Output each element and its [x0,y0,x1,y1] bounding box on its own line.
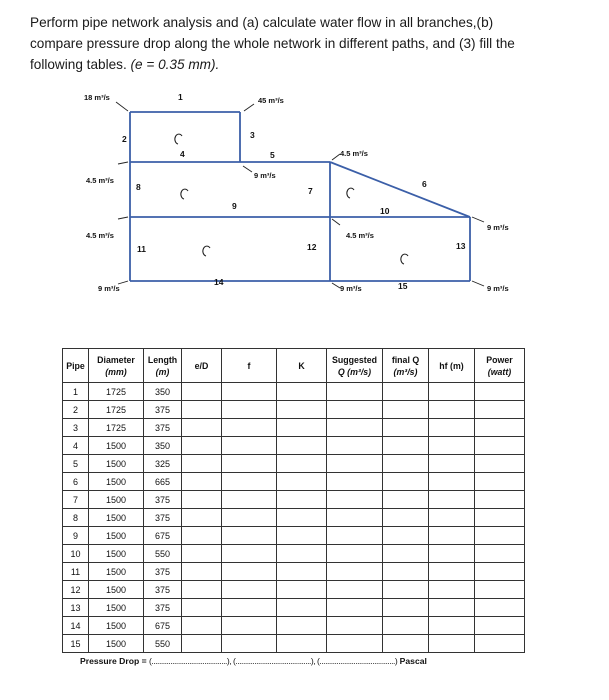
cell-diameter: 1500 [89,473,144,491]
cell-length: 665 [144,473,182,491]
cell-ed[interactable] [182,635,222,653]
flow-label-left-2: 4.5 m³/s [86,231,114,240]
flow-label-far-right-1: 9 m³/s [487,223,509,232]
table-row [63,581,525,599]
cell-suggested-q[interactable] [327,545,383,563]
cell-hf[interactable] [429,491,475,509]
cell-pipe: 5 [63,455,89,473]
header-power-label: Power [486,354,513,365]
cell-power[interactable] [475,527,525,545]
table-row [63,545,525,563]
cell-f[interactable] [222,401,277,419]
cell-hf[interactable] [429,635,475,653]
pipe-number-7: 7 [308,186,313,196]
cell-k[interactable] [277,581,327,599]
cell-k[interactable] [277,437,327,455]
cell-suggested-q[interactable] [327,419,383,437]
problem-line-3-prefix: following tables. [30,57,127,72]
table-row [63,563,525,581]
pressure-drop-line [80,656,427,666]
cell-f[interactable] [222,473,277,491]
arrow-out-top-right [244,104,254,111]
loop-icons [175,134,408,264]
cell-suggested-q[interactable] [327,455,383,473]
cell-length: 375 [144,401,182,419]
cell-power[interactable] [475,419,525,437]
pipe-6-line [330,162,470,217]
header-power-unit: (watt) [487,366,512,377]
header-finalq-unit: (m³/s) [393,366,418,377]
cell-ed[interactable] [182,455,222,473]
pipe-number-5: 5 [270,150,275,160]
cell-pipe: 9 [63,527,89,545]
cell-hf[interactable] [429,509,475,527]
pipe-network-diagram [0,86,609,301]
cell-hf[interactable] [429,437,475,455]
loop-arrow-icon [181,189,188,199]
table-row [63,383,525,401]
header-suggested-label: Suggested [332,354,377,365]
cell-length: 675 [144,617,182,635]
cell-hf[interactable] [429,383,475,401]
cell-diameter: 1725 [89,383,144,401]
cell-k[interactable] [277,419,327,437]
pipe-number-14: 14 [214,277,224,287]
cell-length: 325 [144,455,182,473]
cell-f[interactable] [222,455,277,473]
cell-f[interactable] [222,383,277,401]
cell-k[interactable] [277,455,327,473]
pipe-number-9: 9 [232,201,237,211]
cell-hf[interactable] [429,581,475,599]
cell-diameter: 1725 [89,419,144,437]
cell-ed[interactable] [182,509,222,527]
cell-length: 350 [144,383,182,401]
cell-f[interactable] [222,491,277,509]
pressure-drop-label: Pressure Drop = [80,656,147,666]
cell-final-q[interactable] [383,527,429,545]
cell-k[interactable] [277,509,327,527]
header-length [144,349,182,383]
header-finalq [383,349,429,383]
cell-pipe: 12 [63,581,89,599]
cell-ed[interactable] [182,581,222,599]
cell-ed[interactable] [182,545,222,563]
pipe-number-12: 12 [307,242,317,252]
cell-pipe: 7 [63,491,89,509]
cell-final-q[interactable] [383,419,429,437]
header-suggested [327,349,383,383]
cell-hf[interactable] [429,473,475,491]
cell-ed[interactable] [182,419,222,437]
cell-k[interactable] [277,473,327,491]
cell-pipe: 2 [63,401,89,419]
cell-final-q[interactable] [383,437,429,455]
cell-k[interactable] [277,383,327,401]
cell-diameter: 1500 [89,563,144,581]
cell-final-q[interactable] [383,599,429,617]
flow-label-bottom-mid: 9 m³/s [340,284,362,293]
cell-diameter: 1500 [89,599,144,617]
cell-power[interactable] [475,401,525,419]
cell-diameter: 1500 [89,455,144,473]
cell-final-q[interactable] [383,617,429,635]
pressure-unit: Pascal [399,656,427,666]
flow-label-outflow: 45 m³/s [258,96,284,105]
cell-hf[interactable] [429,419,475,437]
cell-suggested-q[interactable] [327,599,383,617]
pressure-drop-blank: (........................................), (........................................), (........................................) [149,656,398,666]
cell-hf[interactable] [429,527,475,545]
table-row [63,473,525,491]
table-row [63,455,525,473]
cell-f[interactable] [222,563,277,581]
header-suggested-unit: Q (m³/s) [337,366,372,377]
arrow-right-upper [332,154,340,160]
cell-pipe: 15 [63,635,89,653]
cell-k[interactable] [277,401,327,419]
cell-suggested-q[interactable] [327,527,383,545]
header-k: K [277,349,327,383]
cell-hf[interactable] [429,401,475,419]
cell-pipe: 3 [63,419,89,437]
cell-suggested-q[interactable] [327,617,383,635]
header-f: f [222,349,277,383]
table-row [63,491,525,509]
cell-length: 550 [144,545,182,563]
problem-line-1: Perform pipe network analysis and (a) calculate water flow in all branches,(b) [30,15,494,30]
cell-pipe: 8 [63,509,89,527]
header-power [475,349,525,383]
cell-suggested-q[interactable] [327,509,383,527]
cell-diameter: 1500 [89,527,144,545]
header-diameter [89,349,144,383]
cell-k[interactable] [277,599,327,617]
cell-pipe: 11 [63,563,89,581]
loop-arrow-icon [175,134,182,144]
cell-power[interactable] [475,563,525,581]
cell-final-q[interactable] [383,383,429,401]
cell-k[interactable] [277,491,327,509]
loop-arrow-icon [203,246,210,256]
cell-length: 550 [144,635,182,653]
flow-label-mid: 9 m³/s [254,171,276,180]
pipe-number-13: 13 [456,241,466,251]
cell-length: 375 [144,563,182,581]
cell-pipe: 1 [63,383,89,401]
header-hf: hf (m) [429,349,475,383]
arrow-left-1 [118,162,128,164]
cell-f[interactable] [222,599,277,617]
cell-power[interactable] [475,437,525,455]
table-row [63,527,525,545]
cell-f[interactable] [222,437,277,455]
cell-power[interactable] [475,617,525,635]
pipe-data-table [62,348,525,653]
cell-ed[interactable] [182,401,222,419]
flow-label-far-right-2: 9 m³/s [487,284,509,293]
cell-power[interactable] [475,383,525,401]
cell-ed[interactable] [182,563,222,581]
cell-power[interactable] [475,473,525,491]
cell-pipe: 10 [63,545,89,563]
loop-arrow-icon [347,188,354,198]
cell-ed[interactable] [182,437,222,455]
cell-suggested-q[interactable] [327,581,383,599]
cell-hf[interactable] [429,563,475,581]
arrow-mid [243,166,252,172]
problem-statement [30,12,590,75]
table-row [63,437,525,455]
cell-hf[interactable] [429,617,475,635]
cell-suggested-q[interactable] [327,473,383,491]
cell-diameter: 1500 [89,617,144,635]
table-row [63,509,525,527]
cell-ed[interactable] [182,383,222,401]
cell-hf[interactable] [429,455,475,473]
cell-length: 375 [144,419,182,437]
roughness-value: (e = 0.35 mm). [130,57,220,72]
cell-length: 375 [144,491,182,509]
table-body [63,383,525,653]
pipe-number-2: 2 [122,134,127,144]
pipe-number-11: 11 [137,244,146,254]
cell-f[interactable] [222,635,277,653]
arrow-bottom-mid [332,283,340,288]
table-row [63,635,525,653]
cell-diameter: 1500 [89,581,144,599]
problem-line-3 [30,54,590,75]
cell-suggested-q[interactable] [327,383,383,401]
flow-arrows [116,102,484,288]
header-length-label: Length [147,354,178,365]
arrow-far-right-2 [472,281,484,286]
cell-f[interactable] [222,545,277,563]
cell-f[interactable] [222,581,277,599]
cell-pipe: 4 [63,437,89,455]
cell-length: 675 [144,527,182,545]
arrow-in-top-left [116,102,128,111]
cell-power[interactable] [475,599,525,617]
pipe-number-15: 15 [398,281,408,291]
cell-power[interactable] [475,509,525,527]
table-header-row [63,349,525,383]
table-row [63,617,525,635]
cell-final-q[interactable] [383,401,429,419]
cell-diameter: 1500 [89,545,144,563]
cell-final-q[interactable] [383,581,429,599]
cell-pipe: 13 [63,599,89,617]
cell-final-q[interactable] [383,491,429,509]
cell-power[interactable] [475,635,525,653]
flow-label-right-upper: 4.5 m³/s [340,149,368,158]
cell-power[interactable] [475,545,525,563]
problem-line-2: compare pressure drop along the whole network in different paths, and (3) fill the [30,36,515,51]
flow-label-left-1: 4.5 m³/s [86,176,114,185]
cell-k[interactable] [277,635,327,653]
cell-ed[interactable] [182,527,222,545]
flow-label-inflow: 18 m³/s [84,93,110,102]
pipe-number-8: 8 [136,182,141,192]
cell-final-q[interactable] [383,473,429,491]
cell-diameter: 1500 [89,491,144,509]
flow-label-left-3: 9 m³/s [98,284,120,293]
cell-k[interactable] [277,527,327,545]
cell-k[interactable] [277,545,327,563]
arrow-far-right-1 [472,217,484,222]
cell-f[interactable] [222,509,277,527]
cell-power[interactable] [475,491,525,509]
cell-final-q[interactable] [383,455,429,473]
flow-label-right-mid: 4.5 m³/s [346,231,374,240]
cell-f[interactable] [222,527,277,545]
header-diameter-label: Diameter [97,354,135,365]
cell-final-q[interactable] [383,563,429,581]
cell-hf[interactable] [429,599,475,617]
cell-length: 350 [144,437,182,455]
cell-diameter: 1500 [89,635,144,653]
header-ed: e/D [182,349,222,383]
table-row [63,599,525,617]
cell-length: 375 [144,599,182,617]
header-diameter-unit: (mm) [105,366,127,377]
cell-ed[interactable] [182,617,222,635]
cell-diameter: 1500 [89,509,144,527]
cell-k[interactable] [277,617,327,635]
header-finalq-label: final Q [391,354,420,365]
table-row [63,401,525,419]
cell-ed[interactable] [182,473,222,491]
pipe-number-1: 1 [178,92,183,102]
pipe-number-3: 3 [250,130,255,140]
cell-length: 375 [144,581,182,599]
table-row [63,419,525,437]
cell-suggested-q[interactable] [327,491,383,509]
cell-ed[interactable] [182,491,222,509]
pipe-number-4: 4 [180,149,185,159]
cell-pipe: 6 [63,473,89,491]
cell-ed[interactable] [182,599,222,617]
header-length-unit: (m) [155,366,170,377]
cell-k[interactable] [277,563,327,581]
arrow-right-mid [332,219,340,225]
cell-final-q[interactable] [383,545,429,563]
loop-arrow-icon [401,254,408,264]
cell-power[interactable] [475,581,525,599]
cell-f[interactable] [222,617,277,635]
pipe-number-6: 6 [422,179,427,189]
cell-hf[interactable] [429,545,475,563]
cell-diameter: 1500 [89,437,144,455]
arrow-left-2 [118,217,128,219]
cell-suggested-q[interactable] [327,635,383,653]
pipe-number-10: 10 [380,206,390,216]
cell-final-q[interactable] [383,509,429,527]
cell-final-q[interactable] [383,635,429,653]
cell-power[interactable] [475,455,525,473]
header-pipe: Pipe [63,349,89,383]
cell-pipe: 14 [63,617,89,635]
cell-suggested-q[interactable] [327,437,383,455]
cell-diameter: 1725 [89,401,144,419]
cell-suggested-q[interactable] [327,401,383,419]
cell-length: 375 [144,509,182,527]
cell-f[interactable] [222,419,277,437]
cell-suggested-q[interactable] [327,563,383,581]
